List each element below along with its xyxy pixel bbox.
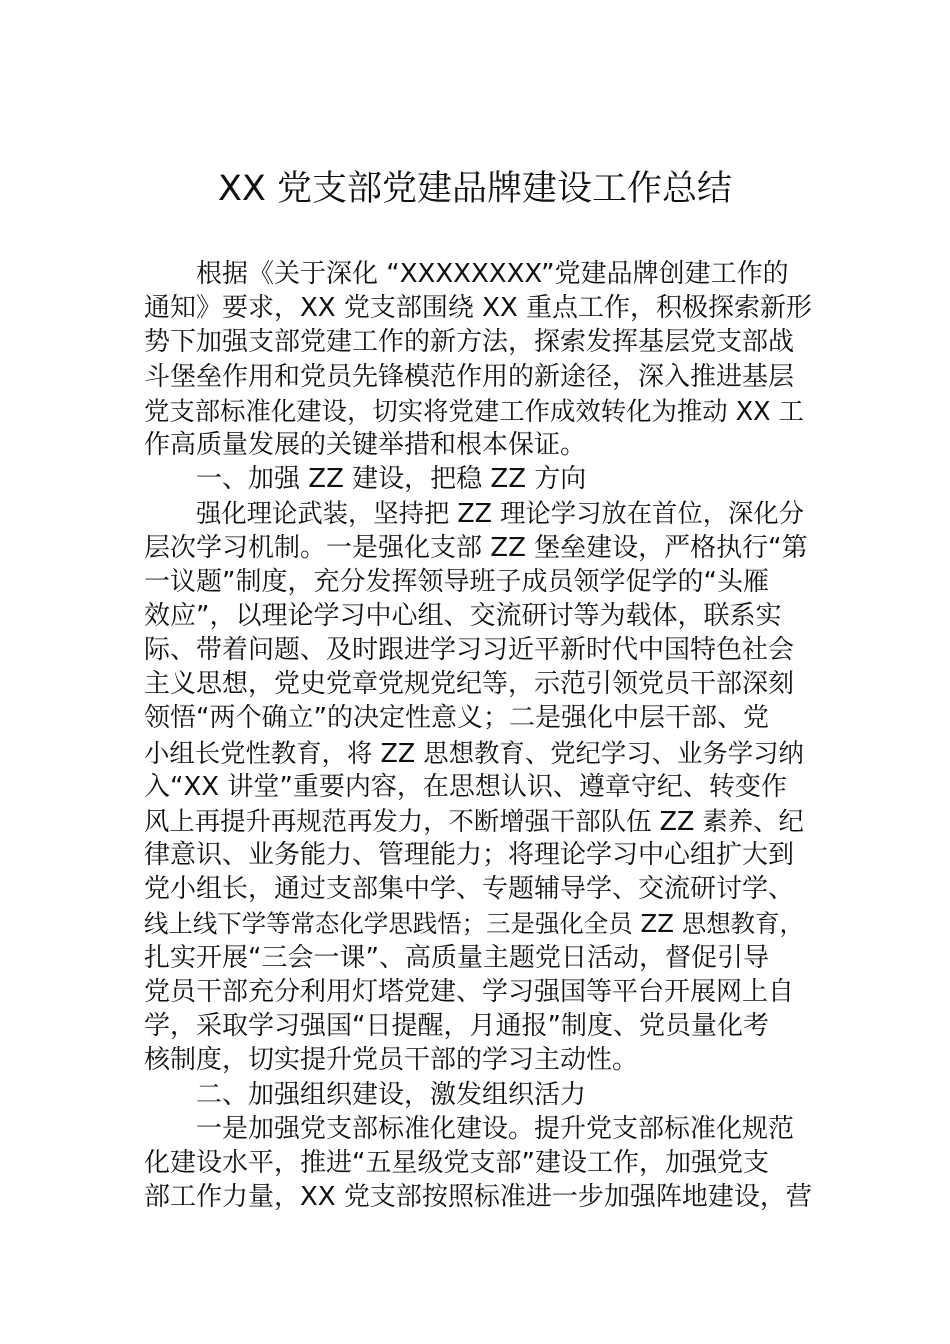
text-line: 根据《关于深化 “XXXXXXXX”党建品牌创建工作的 [196,259,789,289]
text-line: 风上再提升再规范再发力，不断增强干部队伍 ZZ 素养、纪 [144,806,804,836]
text-line: 入“XX 讲堂”重要内容，在思想认识、遵章守纪、转变作 [144,771,787,802]
text-line: 线上线下学等常态化学思践悟；三是强化全员 ZZ 思想教育， [144,908,804,938]
text-line: 小组长党性教育，将 ZZ 思想教育、党纪学习、业务学习纳 [144,737,804,768]
text-line: 斗堡垒作用和党员先锋模范作用的新途径，深入推进基层 [144,361,795,392]
text-line: 核制度，切实提升党员干部的学习主动性。 [144,1045,639,1076]
text-line: 学，采取学习强国“日提醒，月通报”制度、党员量化考 [144,1011,769,1042]
text-line: 一议题”制度，充分发挥领导班子成员领学促学的“头雁 [144,566,769,597]
text-line: 主义思想，党史党章党规党纪等，示范引领党员干部深刻 [144,669,795,700]
text-line: 党员干部充分利用灯塔党建、学习强国等平台开展网上自 [144,976,795,1007]
text-line: 党支部标准化建设，切实将党建工作成效转化为推动 XX 工 [144,395,804,426]
text-line: 扎实开展“三会一课”、高质量主题党日活动，督促引导 [144,942,769,973]
document-title: XX 党支部党建品牌建设工作总结 [217,169,733,209]
text-line: 作高质量发展的关键举措和根本保证。 [144,429,587,460]
text-line: 通知》要求，XX 党支部围绕 XX 重点工作，积极探索新形 [144,293,813,324]
text-line: 际、带着问题、及时跟进学习习近平新时代中国特色社会 [144,635,795,666]
text-line: 党小组长，通过支部集中学、专题辅导学、交流研讨学、 [144,874,795,905]
text-line: 化建设水平，推进“五星级党支部”建设工作，加强党支 [144,1147,769,1178]
text-line: 层次学习机制。一是强化支部 ZZ 堡垒建设，严格执行“第 [144,532,808,563]
text-line: 势下加强支部党建工作的新方法，探索发挥基层党支部战 [144,327,795,358]
text-line: 部工作力量，XX 党支部按照标准进一步加强阵地建设，营 [144,1182,812,1213]
text-line: 二、加强组织建设，激发组织活力 [196,1079,587,1110]
text-line: 效应”，以理论学习中心组、交流研讨等为载体，联系实 [144,600,782,631]
text-line: 强化理论武装，坚持把 ZZ 理论学习放在首位，深化分 [196,498,805,529]
text-line: 律意识、业务能力、管理能力；将理论学习中心组扩大到 [144,840,795,871]
text-line: 一是加强党支部标准化建设。提升党支部标准化规范 [196,1113,795,1144]
text-line: 一、加强 ZZ 建设，把稳 ZZ 方向 [196,464,587,495]
document-body [144,257,813,1214]
text-line: 领悟“两个确立”的决定性意义；二是强化中层干部、党 [144,703,769,734]
